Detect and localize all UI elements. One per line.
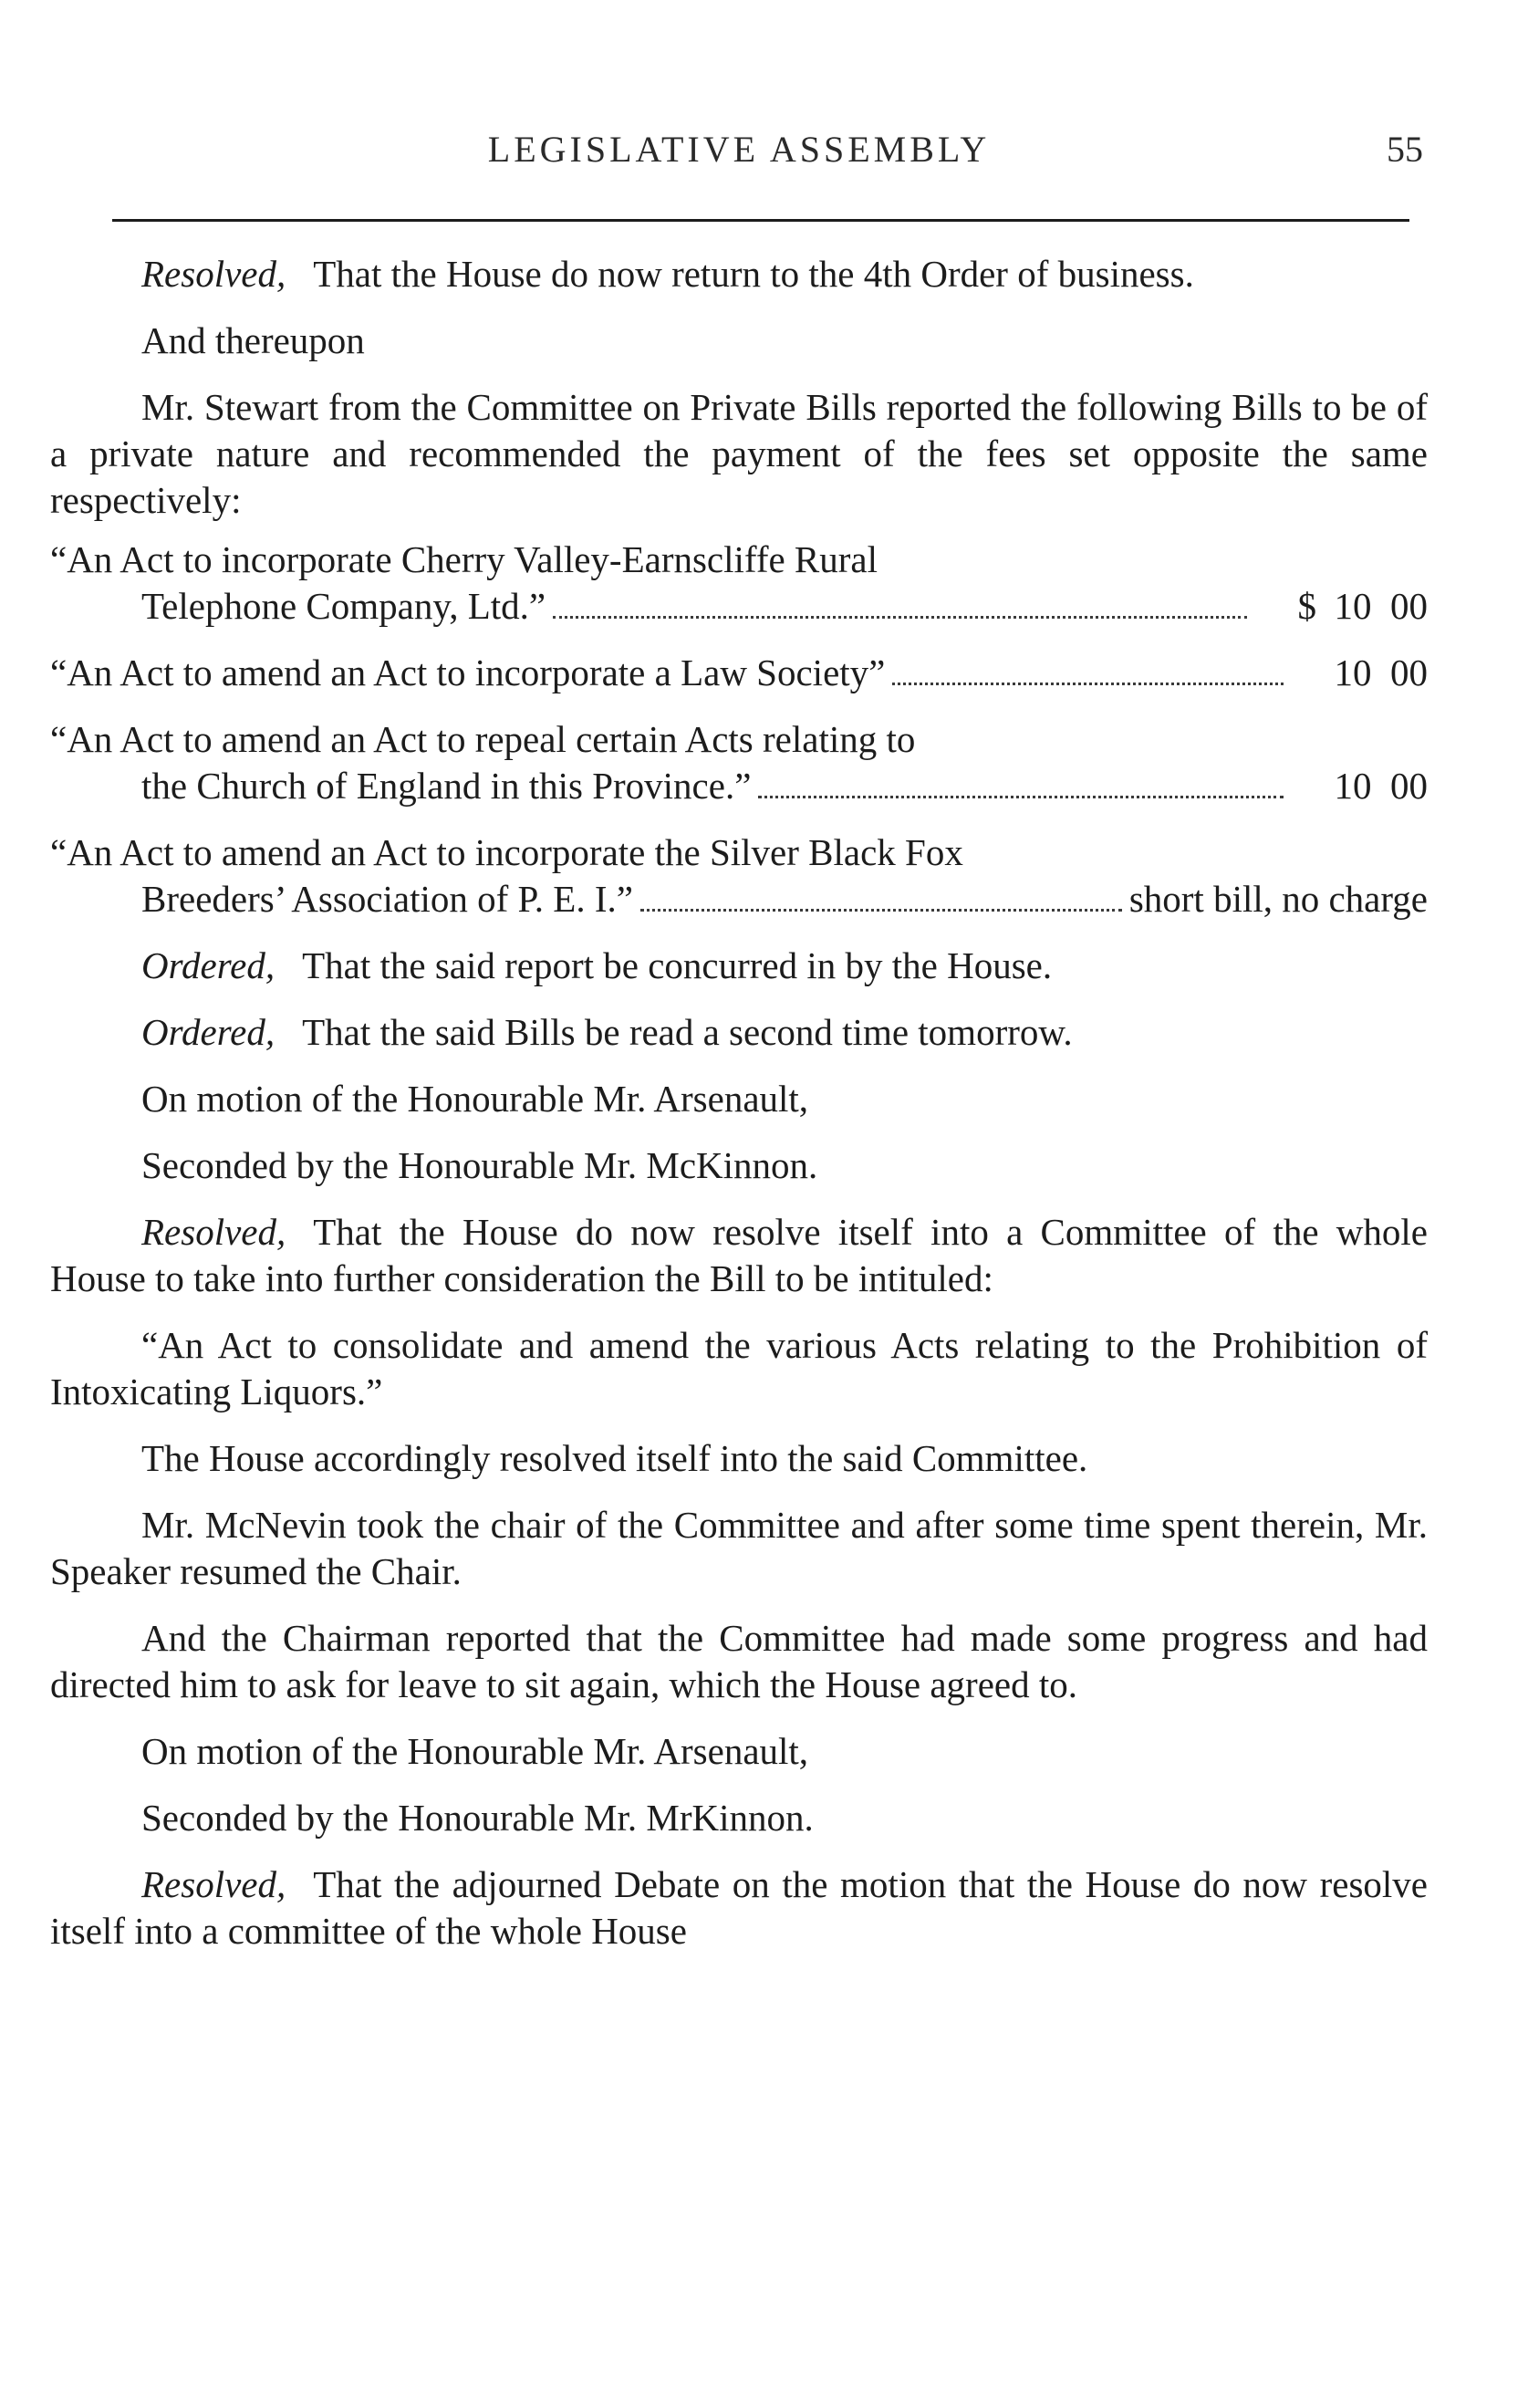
paragraph-seconded: Seconded by the Honourable Mr. McKinnon. [141, 1144, 818, 1186]
bill-title: “An Act to amend an Act to repeal certain Acts relating to [50, 718, 916, 760]
leader-dots [758, 796, 1284, 798]
paragraph-motion: On motion of the Honourable Mr. Arsenault, [141, 1078, 809, 1120]
fee-amount: 10 00 [1334, 585, 1428, 627]
bill-title: “An Act to amend an Act to incorporate a Law Society” [50, 652, 886, 693]
running-head: LEGISLATIVE ASSEMBLY [487, 129, 991, 170]
bill-title: Breeders’ Association of P. E. I.” [141, 878, 633, 920]
paragraph-chairman-report: And the Chairman reported that the Committee had made some progress and had directed him to ask for leave to sit again, which the House agreed to. [50, 1617, 1428, 1705]
paragraph-lead: Resolved, [141, 1211, 286, 1253]
bill-title: the Church of England in this Province.” [141, 765, 752, 807]
header-rule [112, 219, 1409, 222]
paragraph-text: That the House do now resolve itself into a Committee of the whole House to take into further consideration the Bill to be intituled: [50, 1211, 1428, 1299]
page-header [55, 128, 1423, 182]
leader-dots [892, 683, 1284, 685]
paragraph-text: That the adjourned Debate on the motion that the House do now resolve itself into a committee of the whole House [50, 1863, 1428, 1952]
paragraph-resolved-debate [50, 1861, 1428, 1955]
paragraph-lead: Resolved, [141, 253, 286, 295]
bill-title: “An Act to incorporate Cherry Valley-Earnscliffe Rural [50, 538, 878, 580]
paragraph-resolved-committee [50, 1209, 1428, 1302]
bill-title: “An Act to amend an Act to incorporate the Silver Black Fox [50, 831, 963, 873]
body-text [50, 251, 1428, 1975]
bill-fee: 10 00 [1334, 765, 1428, 807]
currency-symbol: $ [1297, 585, 1316, 627]
bill-fee: short bill, no charge [1128, 878, 1428, 920]
bill-title: Telephone Company, Ltd.” [141, 585, 546, 627]
paragraph-resolved-return [50, 251, 1428, 297]
paragraph-ordered-second-reading [50, 1009, 1428, 1056]
page-number: 55 [1387, 129, 1423, 170]
paragraph-motion: On motion of the Honourable Mr. Arsenault, [141, 1730, 809, 1772]
paragraph-text: That the said Bills be read a second time tomorrow. [302, 1011, 1073, 1053]
leader-dots [553, 616, 1247, 619]
bill-entry [50, 716, 1428, 809]
paragraph-lead: Ordered, [141, 1011, 275, 1053]
bill-fee: 10 00 [1334, 652, 1428, 693]
paragraph-lead: Ordered, [141, 944, 275, 986]
bill-entry [50, 650, 1428, 696]
bill-entry [50, 537, 1428, 630]
paragraph-bill-quote: “An Act to consolidate and amend the various Acts relating to the Prohibition of Intoxicating Liquors.” [50, 1324, 1428, 1412]
paragraph-chair: Mr. McNevin took the chair of the Committee and after some time spent therein, Mr. Speaker resumed the Chair. [50, 1504, 1428, 1592]
paragraph-lead: Resolved, [141, 1863, 286, 1905]
leader-dots [640, 909, 1122, 912]
paragraph-ordered-concurred [50, 943, 1428, 989]
paragraph-text: That the said report be concurred in by the House. [302, 944, 1053, 986]
paragraph-thereupon: And thereupon [141, 319, 365, 361]
paragraph-text: That the House do now return to the 4th Order of business. [313, 253, 1194, 295]
paragraph-committee-report: Mr. Stewart from the Committee on Private Bills reported the following Bills to be of a private nature and recommended the payment of the fees set opposite the same respectively: [50, 386, 1428, 521]
paragraph-house-resolved: The House accordingly resolved itself into the said Committee. [141, 1437, 1088, 1479]
bill-fee [1254, 583, 1428, 630]
bill-entry [50, 829, 1428, 923]
paragraph-seconded: Seconded by the Honourable Mr. MrKinnon. [141, 1797, 814, 1839]
